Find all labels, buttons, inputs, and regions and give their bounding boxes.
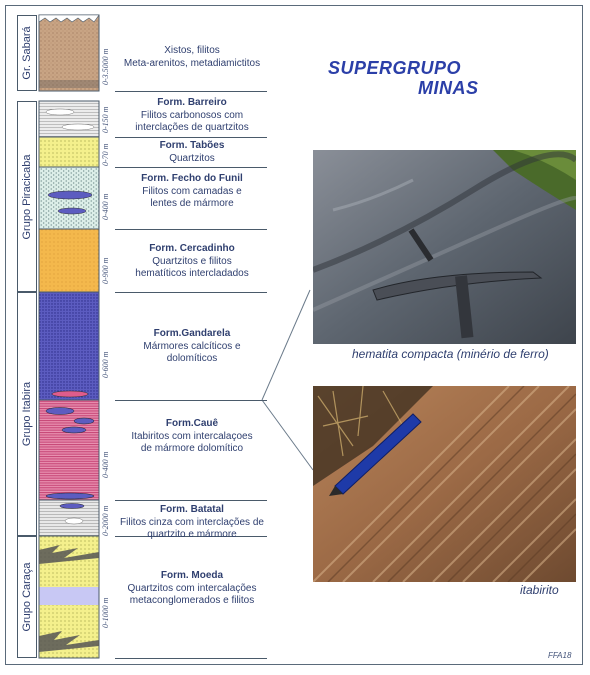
unit-name: Form. Barreiro — [157, 97, 227, 108]
thickness-label: 0-3.5000 m — [101, 48, 110, 85]
group-caraca-label: Grupo Caraça — [21, 562, 33, 632]
unit-sabara — [108, 45, 276, 70]
unit-name: Form. Moeda — [160, 570, 224, 581]
layer-taboes — [39, 137, 99, 167]
lens-quartzite — [65, 518, 83, 524]
lens-marble — [74, 418, 94, 424]
thickness-label: 0-1000 m — [101, 597, 110, 628]
thickness-label: 0-2000 m — [101, 505, 110, 536]
thickness-label: 0-900 m — [101, 257, 110, 284]
unit-separator — [115, 292, 267, 293]
layer-cercadinho — [39, 229, 99, 292]
unit-name: Form.Gandarela — [153, 328, 231, 339]
thickness-label: 0-600 m — [101, 351, 110, 378]
lens-marble — [60, 504, 84, 509]
layer-barreiro — [39, 101, 99, 137]
photo-itabirite — [313, 386, 576, 582]
unit-description: Xistos, filitos Meta-arenitos, metadiamictitos — [123, 45, 261, 69]
thickness-label: 0-70 m — [101, 143, 110, 166]
unit-name: Form.Cauê — [165, 418, 219, 429]
unit-barreiro — [108, 97, 276, 135]
unit-description: Quartzitos — [169, 152, 215, 164]
lens-quartzite — [46, 109, 74, 115]
unit-description: Quartzitos e filitos hematíticos intercladados — [135, 255, 249, 279]
photo-itabirite-caption: itabirito — [520, 583, 559, 597]
unit-name: Form. Cercadinho — [149, 243, 235, 254]
lens-marble — [46, 493, 94, 499]
unit-separator — [115, 500, 267, 501]
unit-caue — [108, 418, 276, 456]
photo-hematite-caption: hematita compacta (minério de ferro) — [352, 347, 549, 361]
thickness-label: 0-400 m — [101, 451, 110, 478]
lens-itabirite — [52, 391, 88, 397]
unit-separator — [115, 91, 267, 92]
photo-hematite — [313, 150, 576, 344]
unit-description: Itabiritos com intercalaçoes de mármore dolomítico — [131, 430, 253, 454]
unit-name: Form. Fecho do Funil — [141, 173, 243, 184]
unit-batatal — [108, 504, 276, 542]
layer-sabara — [39, 15, 99, 91]
group-itabira-label: Grupo Itabira — [21, 381, 33, 447]
unit-name: Form. Tabões — [159, 140, 225, 151]
unit-separator — [115, 400, 267, 401]
unit-separator — [115, 658, 267, 659]
unit-separator — [115, 229, 267, 230]
layer-gandarela — [39, 292, 99, 400]
unit-separator — [115, 137, 267, 138]
unit-fecho-do-funil — [108, 173, 276, 211]
lens-marble — [58, 208, 86, 214]
lens-marble — [46, 408, 74, 415]
layer-moeda-phyllite-band — [40, 587, 99, 605]
figure-title-line1: SUPERGRUPO — [328, 58, 462, 78]
lens-marble — [62, 427, 86, 433]
unit-moeda — [108, 570, 276, 608]
unit-description: Quartzitos com intercalações metaconglomerados e filitos — [127, 582, 257, 606]
thickness-label: 0-150 m — [101, 106, 110, 133]
layer-caue — [39, 400, 99, 500]
unit-name: Form. Batatal — [160, 504, 224, 515]
group-sabara-label: Gr. Sabará — [21, 26, 33, 80]
unit-taboes — [108, 140, 276, 165]
layer-sabara-base — [39, 80, 99, 88]
lens-marble — [48, 191, 92, 199]
unit-description: Filitos carbonosos com interclações de quartzitos — [135, 109, 249, 133]
figure-title-line2: MINAS — [418, 78, 479, 98]
unit-description: Filitos com camadas e lentes de mármore — [142, 185, 242, 209]
lens-quartzite — [62, 124, 94, 130]
unit-gandarela — [108, 328, 276, 366]
figure-credit: FFA18 — [548, 651, 572, 660]
unit-separator — [115, 167, 267, 168]
unit-cercadinho — [108, 243, 276, 281]
unit-description: Filitos cinza com interclações de quartzito e mármore — [120, 516, 264, 540]
unit-description: Mármores calcíticos e dolomíticos — [143, 340, 241, 364]
group-piracicaba-label: Grupo Piracicaba — [21, 154, 33, 239]
thickness-label: 0-400 m — [101, 193, 110, 220]
